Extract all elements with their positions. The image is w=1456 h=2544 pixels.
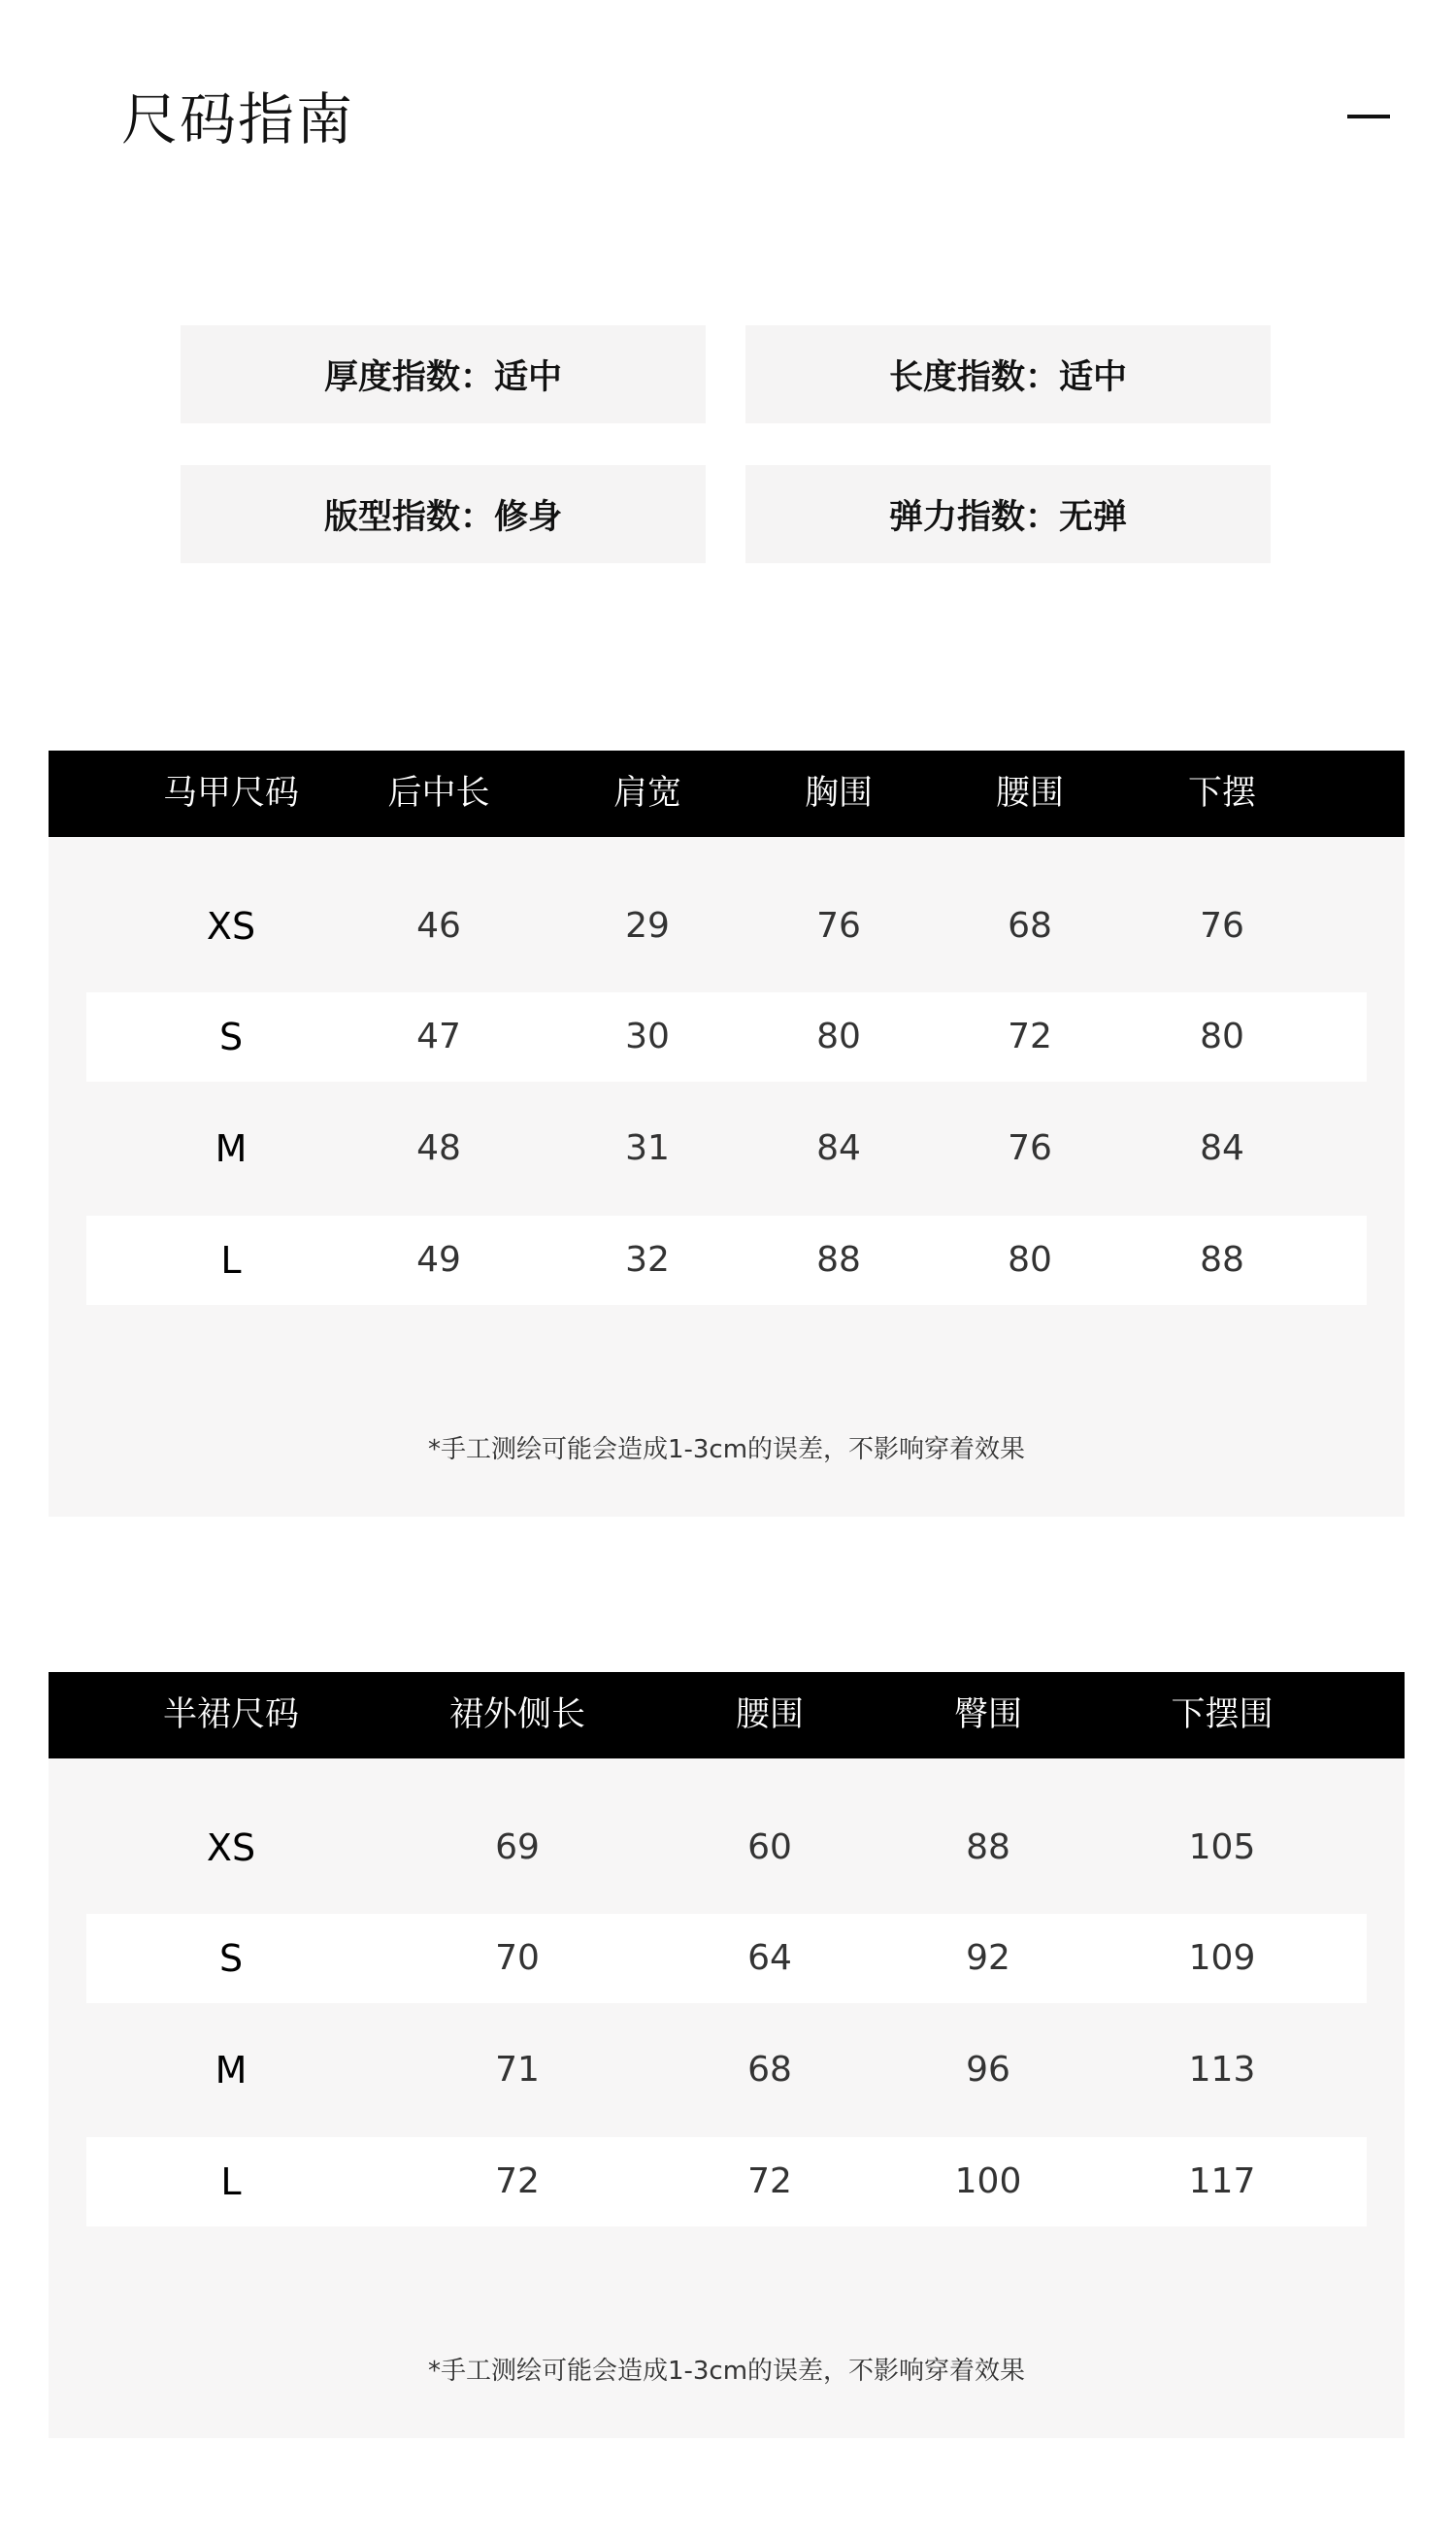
table-cell: 80 (816, 1017, 861, 1056)
vest-header-size: 马甲尺码 (162, 774, 300, 813)
table-cell: 29 (625, 906, 670, 946)
table-cell: 96 (966, 2050, 1010, 2090)
table-cell: 76 (1200, 906, 1244, 946)
minus-icon[interactable] (1347, 115, 1390, 118)
table-cell: 71 (495, 2050, 540, 2090)
table-cell: 30 (625, 1017, 670, 1056)
skirt-header-waist: 腰围 (735, 1695, 805, 1734)
table-cell: 88 (816, 1240, 861, 1280)
skirt-header-size: 半裙尺码 (162, 1695, 300, 1734)
vest-header-shoulder: 肩宽 (612, 774, 682, 813)
table-cell: 70 (495, 1938, 540, 1978)
table-row (86, 2025, 1367, 2115)
table-cell: 109 (1188, 1938, 1256, 1978)
vest-header-back-length: 后中长 (387, 774, 490, 813)
table-cell: 84 (1200, 1128, 1244, 1168)
measurement-note: *手工测绘可能会造成1-3cm的误差，不影响穿着效果 (427, 1435, 1026, 1464)
table-cell: 100 (954, 2161, 1022, 2201)
size-cell: S (218, 1016, 244, 1058)
size-cell: XS (206, 905, 256, 948)
table-cell: 48 (416, 1128, 461, 1168)
table-cell: 64 (747, 1938, 792, 1978)
table-cell: 88 (1200, 1240, 1244, 1280)
table-cell: 72 (1008, 1017, 1052, 1056)
size-cell: M (215, 1127, 248, 1170)
table-row (86, 1104, 1367, 1193)
elasticity-index: 弹力指数：无弹 (745, 465, 1271, 563)
table-cell: 49 (416, 1240, 461, 1280)
size-cell: XS (206, 1826, 256, 1869)
size-cell: L (220, 2160, 242, 2203)
table-cell: 76 (816, 906, 861, 946)
table-cell: 113 (1188, 2050, 1256, 2090)
page-title: 尺码指南 (121, 86, 355, 152)
measurement-note: *手工测绘可能会造成1-3cm的误差，不影响穿着效果 (427, 2357, 1026, 2386)
skirt-table-header (49, 1672, 1405, 1758)
table-cell: 92 (966, 1938, 1010, 1978)
table-cell: 117 (1188, 2161, 1256, 2201)
table-cell: 46 (416, 906, 461, 946)
fit-index: 版型指数：修身 (181, 465, 706, 563)
table-cell: 72 (495, 2161, 540, 2201)
skirt-header-side-length: 裙外侧长 (448, 1695, 586, 1734)
table-row (86, 992, 1367, 1082)
table-cell: 88 (966, 1827, 1010, 1867)
table-cell: 32 (625, 1240, 670, 1280)
table-cell: 68 (747, 2050, 792, 2090)
table-row (86, 1216, 1367, 1305)
vest-header-chest: 胸围 (804, 774, 874, 813)
skirt-header-hem: 下摆围 (1171, 1695, 1274, 1734)
table-cell: 105 (1188, 1827, 1256, 1867)
table-cell: 60 (747, 1827, 792, 1867)
table-cell: 69 (495, 1827, 540, 1867)
thickness-index: 厚度指数：适中 (181, 325, 706, 423)
table-row (86, 1914, 1367, 2003)
table-cell: 76 (1008, 1128, 1052, 1168)
size-cell: L (220, 1239, 242, 1282)
size-cell: S (218, 1937, 244, 1980)
table-cell: 68 (1008, 906, 1052, 946)
table-cell: 80 (1200, 1017, 1244, 1056)
table-cell: 31 (625, 1128, 670, 1168)
table-row (86, 2137, 1367, 2226)
table-row (86, 882, 1367, 971)
table-cell: 72 (747, 2161, 792, 2201)
table-cell: 80 (1008, 1240, 1052, 1280)
table-cell: 84 (816, 1128, 861, 1168)
vest-table-header (49, 751, 1405, 837)
table-row (86, 1803, 1367, 1892)
table-cell: 47 (416, 1017, 461, 1056)
length-index: 长度指数：适中 (745, 325, 1271, 423)
skirt-header-hip: 臀围 (953, 1695, 1023, 1734)
vest-header-hem: 下摆 (1187, 774, 1257, 813)
vest-header-waist: 腰围 (995, 774, 1065, 813)
size-cell: M (215, 2049, 248, 2092)
